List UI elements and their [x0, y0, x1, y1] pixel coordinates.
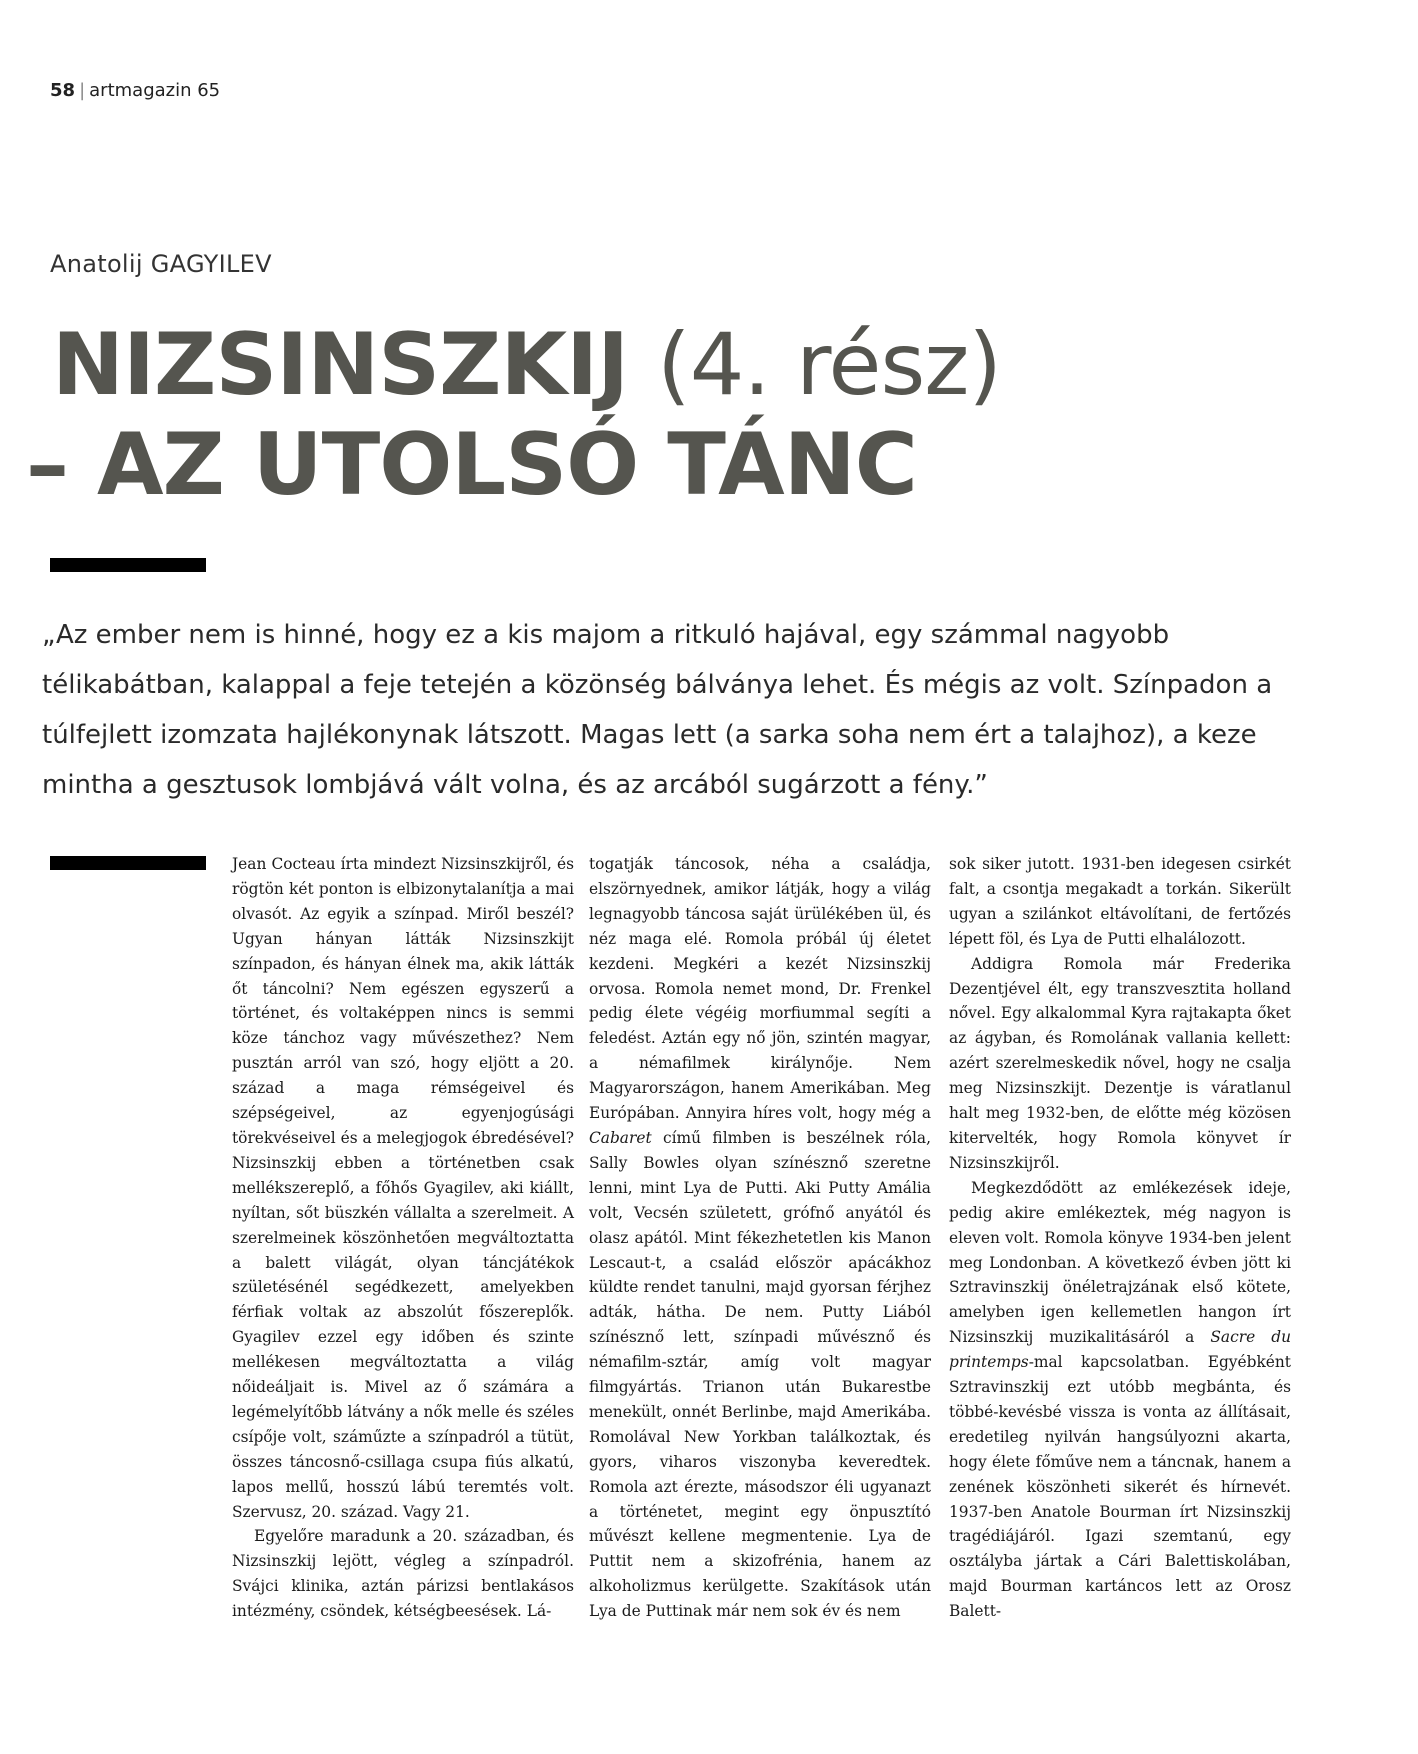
body-paragraph	[589, 852, 931, 1624]
body-text: togatják táncosok, néha a családja, elszörnyednek, amikor látják, hogy a világ legnagyobb táncosa saját ürülékében ül, és néz maga elé. Romola próbál új életet kezdeni. Megkéri a kezét Nizsinszkij orvosa. Romola nemet mond, Dr. Frenkel pedig élete végéig morfiummal segíti a feledést. Aztán egy nő jön, szintén magyar, a némafilmek királynője. Nem Magyarországon, hanem Amerikában. Meg Európában. Annyira híres volt, hogy még a	[589, 855, 931, 1123]
lead-quote: „Az ember nem is hinné, hogy ez a kis majom a ritkuló hajával, egy számmal nagyobb télikabátban, kalappal a feje tetején a közönség bálványa lehet. És mégis az volt. Színpadon a túlfejlett izomzata hajlékonynak látszott. Magas lett (a sarka soha nem ért a talajhoz), a keze mintha a gesztusok lombjává vált volna, és az arcából sugárzott a fény.”	[42, 620, 1273, 800]
body-column-1	[232, 852, 574, 1624]
body-paragraph: Addigra Romola már Frederika Dezentjével élt, egy transzvesztita holland nővel. Egy alkalommal Kyra rajtakapta őket az ágyban, és Romolának vallania kellett: azért szerelmeskedik nővel, hogy ne csalja meg Nizsinszkijt. Dezentje is váratlanul halt meg 1932-ben, de előtte még közösen kitervelték, hogy Romola könyvet ír Nizsinszkijről.	[949, 954, 1291, 1172]
body-text: Megkezdődött az emlékezések ideje, pedig akire emlékeztek, még nagyon is eleven volt. Romola könyve 1934-ben jelent meg Londonban. A következő évben jött ki Sztravinszkij önéletrajzának első kötete, amelyben igen kellemetlen hangon írt Nizsinszkij muzikalitásáról a	[949, 1178, 1291, 1347]
author-name: Anatolij GAGYILEV	[50, 250, 272, 278]
title-bold: NIZSINSZKIJ	[52, 315, 629, 415]
magazine-name: artmagazin 65	[89, 80, 221, 101]
body-column-2	[589, 852, 931, 1624]
body-text: -mal kapcsolatban. Egyébként Sztravinszkij ezt utóbb megbánta, és többé-kevésbé vissza is vonta az állításait, eredetileg nyilván hangsúlyozni akarta, hogy élete főműve nem a táncnak, hanem a zenének köszönheti sikerét és hírnevét. 1937-ben Anatole Bourman írt Nizsinszkij tragédiájáról. Igazi szemtanú, egy osztályba jártak a Cári Balettiskolában, majd Bourman kartáncos lett az Orosz Balett-	[949, 1353, 1291, 1621]
body-paragraph: sok siker jutott. 1931-ben idegesen csirkét falt, a csontja megakadt a torkán. Sikerült ugyan a szilánkot eltávolítani, de fertőzés lépett föl, és Lya de Putti elhalálozott.	[949, 855, 1291, 948]
body-column-3	[949, 852, 1291, 1624]
page-number: 58	[50, 80, 76, 101]
title-subtitle: – AZ UTOLSÓ TÁNC	[26, 415, 917, 515]
column-divider	[50, 856, 206, 870]
work-title: Sacre du printemps	[949, 1328, 1291, 1372]
film-title: Cabaret	[589, 1128, 652, 1147]
header-separator: |	[79, 80, 86, 101]
body-paragraph: Jean Cocteau írta mindezt Nizsinszkijről, és rögtön két ponton is elbizonytalanítja a mai olvasót. Az egyik a színpad. Miről beszél? Ugyan hányan látták Nizsinszkijt színpadon, és hányan élnek ma, akik látták őt táncolni? Nem egészen egyszerű a történet, és voltaképpen nincs is semmi köze tánchoz vagy művészethez? Nem pusztán arról van szó, hogy eljött a 20. század a maga rémségeivel és szépségeivel, az egyenjogúsági törekvéseivel és a melegjogok ébredésével? Nizsinszkij ebben a történetben csak mellékszereplő, a főhős Gyagilev, aki kiállt, nyíltan, sőt büszkén vállalta a szerelmeit. A szerelmeinek köszönhetően megváltoztatta a balett világát, olyan táncjátékok születésénél segédkezett, amelyekben férfiak voltak az abszolút főszereplők. Gyagilev ezzel egy időben és szinte mellékesen megváltoztatta a világ nőideáljait is. Mivel az ő számára a legémelyítőbb látvány a nők melle és széles csípője volt, száműzte a színpadról a tütüt, összes táncosnő-csillaga csupa fiús alkatú, lapos mellű, hosszú lábú teremtés volt. Szervusz, 20. század. Vagy 21.	[232, 855, 574, 1521]
article-title	[26, 315, 1001, 515]
title-part: (4. rész)	[657, 315, 1001, 415]
body-paragraph	[949, 1176, 1291, 1624]
page-header	[50, 80, 220, 101]
body-paragraph: Egyelőre maradunk a 20. században, és Nizsinszkij lejött, végleg a színpadról. Svájci klinika, aztán párizsi bentlakásos intézmény, csöndek, kétségbeesések. Lá-	[232, 1527, 574, 1621]
title-divider	[50, 558, 206, 572]
body-text: című filmben is beszélnek róla, Sally Bowles olyan színésznő szeretne lenni, mint Lya de Putti. Aki Putty Amália volt, Vecsén született, grófnő anyától és olasz apától. Mint fékezhetetlen kis Manon Lescaut-t, a család először apácákhoz küldte rendet tanulni, majd gyorsan férjhez adták, hátha. De nem. Putty Liából színésznő lett, színpadi művésznő és némafilm-sztár, amíg volt magyar filmgyártás. Trianon után Bukarestbe menekült, onnét Berlinbe, majd Amerikába. Romolával New Yorkban találkoztak, és gyors, viharos viszonyba keveredtek. Romola azt érezte, másodszor éli ugyanazt a történetet, megint egy önpusztító művészt kellene megmentenie. Lya de Puttit nem a skizofrénia, hanem az alkoholizmus kerülgette. Szakítások után Lya de Puttinak már nem sok év és nem	[589, 1128, 931, 1621]
